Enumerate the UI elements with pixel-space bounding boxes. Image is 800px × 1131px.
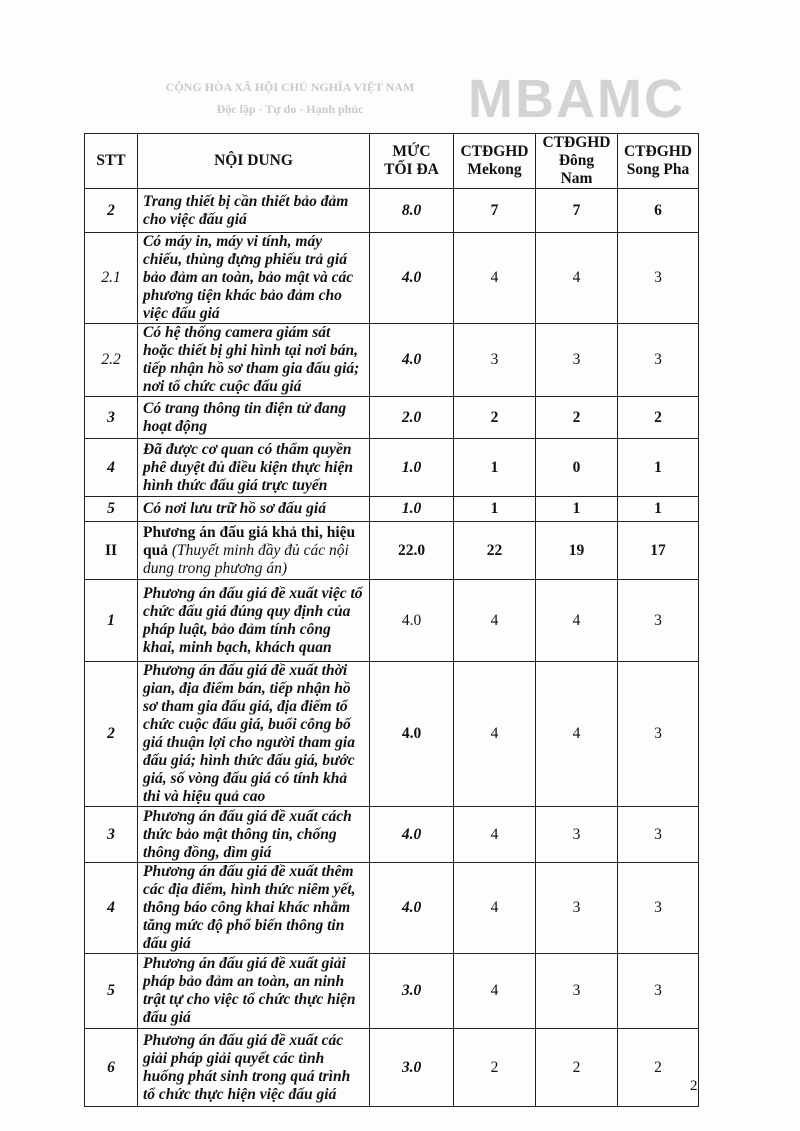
row-score-dong-nam: 7 [536,189,618,233]
bleed-line-1: CỘNG HÒA XÃ HỘI CHỦ NGHĨA VIỆT NAM [165,80,415,94]
row-score-dong-nam: 1 [536,497,618,522]
row-stt: 2.1 [85,233,138,324]
row-max: 4.0 [370,662,454,807]
row-content: Có nơi lưu trữ hồ sơ đấu giá [138,497,370,522]
bleed-line-2: Độc lập - Tự do - Hạnh phúc [216,102,364,116]
table-header-row [85,134,699,189]
row-content: Có trang thông tin điện tử đang hoạt động [138,397,370,439]
row-score-song-pha: 3 [618,580,699,662]
row-stt: II [85,522,138,580]
row-score-mekong: 2 [454,1029,536,1107]
row-score-dong-nam: 4 [536,233,618,324]
row-content: Có máy in, máy vi tính, máy chiếu, thùng đựng phiếu trả giá bảo đảm an toàn, bảo mật và các phương tiện khác bảo đảm cho việc đấu giá [138,233,370,324]
row-score-song-pha: 2 [618,397,699,439]
row-stt: 3 [85,397,138,439]
row-score-song-pha: 17 [618,522,699,580]
table-row [85,580,699,662]
row-score-mekong: 1 [454,497,536,522]
row-content: Trang thiết bị cần thiết bảo đảm cho việc đấu giá [138,189,370,233]
row-max: 4.0 [370,807,454,863]
row-score-mekong: 4 [454,233,536,324]
section-title: Phương án đấu giá khả thi, hiệu quả [143,523,356,559]
row-stt: 4 [85,439,138,497]
row-max: 3.0 [370,954,454,1029]
row-score-dong-nam: 3 [536,863,618,954]
row-max: 1.0 [370,439,454,497]
table-row [85,324,699,397]
evaluation-table [84,133,699,1107]
row-max: 4.0 [370,324,454,397]
header-dong-nam: CTĐGHD Đông Nam [536,134,618,189]
row-stt: 6 [85,1029,138,1107]
header-song-pha: CTĐGHD Song Pha [618,134,699,189]
row-stt: 1 [85,580,138,662]
row-score-dong-nam: 3 [536,807,618,863]
row-score-dong-nam: 3 [536,954,618,1029]
row-score-mekong: 1 [454,439,536,497]
row-score-song-pha: 3 [618,807,699,863]
table-row [85,662,699,807]
row-score-dong-nam: 2 [536,1029,618,1107]
row-max: 4.0 [370,233,454,324]
table-row [85,863,699,954]
table-row [85,397,699,439]
row-stt: 4 [85,863,138,954]
row-max: 4.0 [370,580,454,662]
row-max: 8.0 [370,189,454,233]
row-score-mekong: 4 [454,863,536,954]
row-stt: 3 [85,807,138,863]
row-content: Phương án đấu giá đề xuất giải pháp bảo đảm an toàn, an ninh trật tự cho việc tổ chức thực hiện đấu giá [138,954,370,1029]
row-max: 3.0 [370,1029,454,1107]
row-score-dong-nam: 4 [536,580,618,662]
row-content: Phương án đấu giá đề xuất thêm các địa điểm, hình thức niêm yết, thông báo công khai khác nhằm tăng mức độ phổ biến thông tin đấu giá [138,863,370,954]
row-score-mekong: 3 [454,324,536,397]
row-content: Đã được cơ quan có thẩm quyền phê duyệt đủ điều kiện thực hiện hình thức đấu giá trực tuyến [138,439,370,497]
row-score-dong-nam: 4 [536,662,618,807]
row-content: Phương án đấu giá đề xuất các giải pháp giải quyết các tình huống phát sinh trong quá trình tổ chức thực hiện việc đấu giá [138,1029,370,1107]
row-score-mekong: 22 [454,522,536,580]
row-score-song-pha: 3 [618,324,699,397]
table-row [85,189,699,233]
company-logo [468,68,685,130]
row-score-song-pha: 3 [618,863,699,954]
row-score-mekong: 4 [454,807,536,863]
row-score-dong-nam: 19 [536,522,618,580]
logo-text: MBAMC [468,69,685,129]
row-score-song-pha: 3 [618,233,699,324]
table-row [85,439,699,497]
row-stt: 2 [85,662,138,807]
row-max: 2.0 [370,397,454,439]
row-score-song-pha: 1 [618,439,699,497]
header-noi-dung: NỘI DUNG [138,134,370,189]
row-score-song-pha: 1 [618,497,699,522]
row-max: 4.0 [370,863,454,954]
row-score-song-pha: 3 [618,662,699,807]
table-row-section [85,522,699,580]
row-score-song-pha: 2 [618,1029,699,1107]
row-stt: 2.2 [85,324,138,397]
section-note: (Thuyết minh đầy đủ các nội dung trong phương án) [143,541,349,577]
row-content: Phương án đấu giá đề xuất cách thức bảo mật thông tin, chống thông đồng, dìm giá [138,807,370,863]
row-content [138,522,370,580]
row-score-mekong: 7 [454,189,536,233]
row-score-dong-nam: 0 [536,439,618,497]
row-stt: 5 [85,497,138,522]
row-max: 22.0 [370,522,454,580]
row-score-dong-nam: 3 [536,324,618,397]
table-row [85,807,699,863]
page-number: 2 [690,1078,698,1094]
row-score-song-pha: 6 [618,189,699,233]
row-stt: 5 [85,954,138,1029]
row-content: Phương án đấu giá đề xuất việc tổ chức đấu giá đúng quy định của pháp luật, bảo đảm tính công khai, minh bạch, khách quan [138,580,370,662]
row-score-mekong: 4 [454,662,536,807]
row-content: Phương án đấu giá đề xuất thời gian, địa điểm bán, tiếp nhận hồ sơ tham gia đấu giá, địa điểm tổ chức cuộc đấu giá, buổi công bố giá thuận lợi cho người tham gia đấu giá; hình thức đấu giá, bước giá, số vòng đấu giá có tính khả thi và hiệu quả cao [138,662,370,807]
row-score-song-pha: 3 [618,954,699,1029]
table-row [85,954,699,1029]
row-stt: 2 [85,189,138,233]
header-muc-toi-da: MỨC TỐI ĐA [370,134,454,189]
row-score-dong-nam: 2 [536,397,618,439]
bleed-through-heading [110,76,470,120]
table-row [85,497,699,522]
row-score-mekong: 4 [454,954,536,1029]
row-max: 1.0 [370,497,454,522]
table-row [85,1029,699,1107]
row-content: Có hệ thống camera giám sát hoặc thiết bị ghi hình tại nơi bán, tiếp nhận hồ sơ tham gia đấu giá; nơi tổ chức cuộc đấu giá [138,324,370,397]
table-row [85,233,699,324]
header-mekong: CTĐGHD Mekong [454,134,536,189]
row-score-mekong: 4 [454,580,536,662]
row-score-mekong: 2 [454,397,536,439]
header-stt: STT [85,134,138,189]
